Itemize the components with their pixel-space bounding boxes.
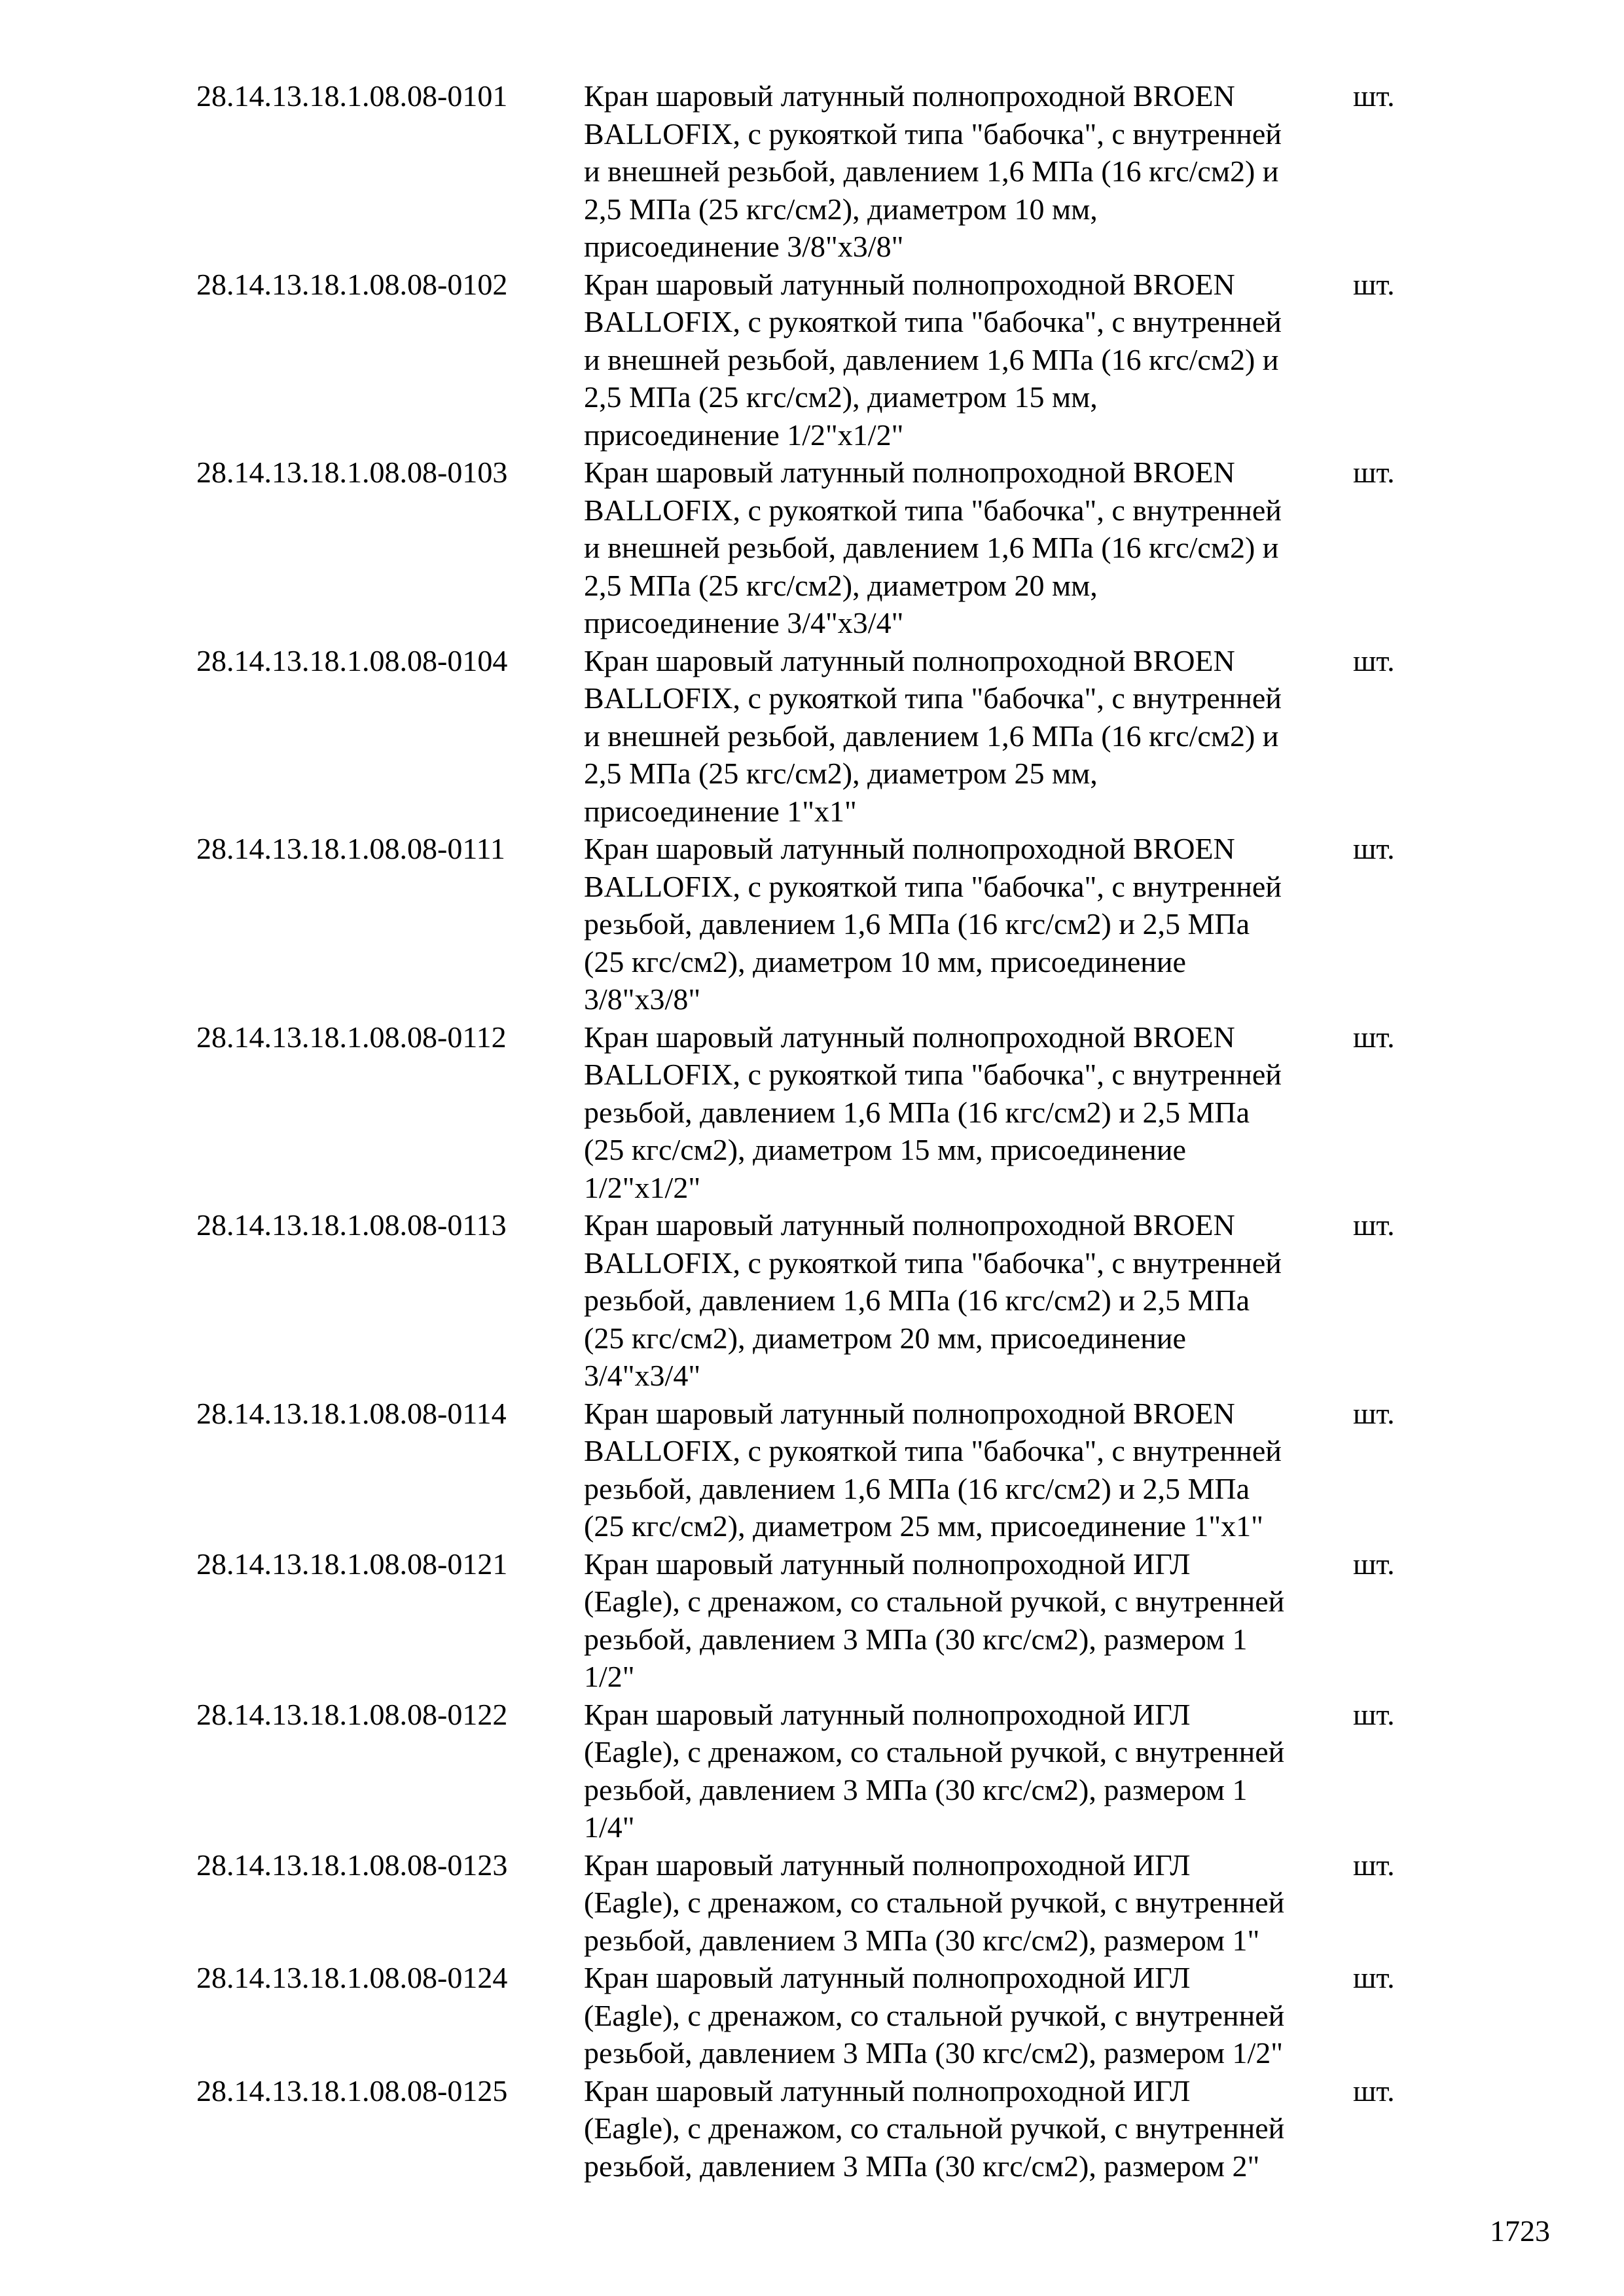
item-description: Кран шаровый латунный полнопроходной BROEN BALLOFIX, с рукояткой типа "бабочка", с внутренней и внешней резьбой, давлением 1,6 МПа (16 кгс/см2) и 2,5 МПа (25 кгс/см2), диаметром 25 мм, присоединение 1"х1"	[584, 643, 1282, 828]
item-unit: шт.	[1353, 2073, 1395, 2108]
item-code: 28.14.13.18.1.08.08-0125	[196, 2073, 508, 2108]
item-code: 28.14.13.18.1.08.08-0104	[196, 643, 508, 677]
item-code: 28.14.13.18.1.08.08-0103	[196, 456, 508, 489]
item-code: 28.14.13.18.1.08.08-0102	[196, 267, 508, 301]
list-item	[196, 1959, 1440, 2072]
item-code: 28.14.13.18.1.08.08-0122	[196, 1697, 508, 1731]
item-description: Кран шаровый латунный полнопроходной BROEN BALLOFIX, с рукояткой типа "бабочка", с внутренней резьбой, давлением 1,6 МПа (16 кгс/см2) и 2,5 МПа (25 кгс/см2), диаметром 25 мм, присоединение 1"х1"	[584, 1396, 1282, 1543]
item-code: 28.14.13.18.1.08.08-0124	[196, 1961, 508, 1994]
item-description: Кран шаровый латунный полнопроходной ИГЛ (Eagle), с дренажом, со стальной ручкой, с внутренней резьбой, давлением 3 МПа (30 кгс/см2), размером 1"	[584, 1848, 1285, 1957]
item-description: Кран шаровый латунный полнопроходной BROEN BALLOFIX, с рукояткой типа "бабочка", с внутренней резьбой, давлением 1,6 МПа (16 кгс/см2) и 2,5 МПа (25 кгс/см2), диаметром 10 мм, присоединение 3/8"х3/8"	[584, 832, 1282, 1016]
item-code: 28.14.13.18.1.08.08-0123	[196, 1848, 508, 1882]
item-description: Кран шаровый латунный полнопроходной ИГЛ (Eagle), с дренажом, со стальной ручкой, с внутренней резьбой, давлением 3 МПа (30 кгс/см2), размером 1/2"	[584, 1961, 1285, 2070]
item-unit: шт.	[1353, 267, 1395, 301]
item-unit: шт.	[1353, 1396, 1395, 1430]
item-description: Кран шаровый латунный полнопроходной BROEN BALLOFIX, с рукояткой типа "бабочка", с внутренней резьбой, давлением 1,6 МПа (16 кгс/см2) и 2,5 МПа (25 кгс/см2), диаметром 20 мм, присоединение 3/4"х3/4"	[584, 1208, 1282, 1392]
item-unit: шт.	[1353, 79, 1395, 113]
list-item	[196, 1545, 1440, 1696]
page-number: 1723	[1490, 2214, 1550, 2248]
item-description: Кран шаровый латунный полнопроходной ИГЛ (Eagle), с дренажом, со стальной ручкой, с внутренней резьбой, давлением 3 МПа (30 кгс/см2), размером 2"	[584, 2073, 1285, 2183]
list-item	[196, 830, 1440, 1018]
item-code: 28.14.13.18.1.08.08-0114	[196, 1396, 507, 1430]
item-description: Кран шаровый латунный полнопроходной ИГЛ (Eagle), с дренажом, со стальной ручкой, с внутренней резьбой, давлением 3 МПа (30 кгс/см2), размером 1 1/2"	[584, 1547, 1285, 1693]
item-description: Кран шаровый латунный полнопроходной BROEN BALLOFIX, с рукояткой типа "бабочка", с внутренней и внешней резьбой, давлением 1,6 МПа (16 кгс/см2) и 2,5 МПа (25 кгс/см2), диаметром 15 мм, присоединение 1/2"х1/2"	[584, 267, 1282, 452]
list-item	[196, 2072, 1440, 2185]
list-item	[196, 1696, 1440, 1846]
item-unit: шт.	[1353, 832, 1395, 865]
item-code: 28.14.13.18.1.08.08-0113	[196, 1208, 507, 1242]
item-code: 28.14.13.18.1.08.08-0112	[196, 1020, 507, 1054]
list-item	[196, 77, 1440, 266]
item-unit: шт.	[1353, 1697, 1395, 1731]
item-unit: шт.	[1353, 643, 1395, 677]
item-description: Кран шаровый латунный полнопроходной BROEN BALLOFIX, с рукояткой типа "бабочка", с внутренней резьбой, давлением 1,6 МПа (16 кгс/см2) и 2,5 МПа (25 кгс/см2), диаметром 15 мм, присоединение 1/2"х1/2"	[584, 1020, 1282, 1204]
item-description: Кран шаровый латунный полнопроходной BROEN BALLOFIX, с рукояткой типа "бабочка", с внутренней и внешней резьбой, давлением 1,6 МПа (16 кгс/см2) и 2,5 МПа (25 кгс/см2), диаметром 20 мм, присоединение 3/4"х3/4"	[584, 456, 1282, 639]
item-code: 28.14.13.18.1.08.08-0111	[196, 832, 505, 865]
list-item	[196, 266, 1440, 454]
list-item	[196, 1395, 1440, 1545]
list-item	[196, 454, 1440, 642]
item-description: Кран шаровый латунный полнопроходной BROEN BALLOFIX, с рукояткой типа "бабочка", с внутренней и внешней резьбой, давлением 1,6 МПа (16 кгс/см2) и 2,5 МПа (25 кгс/см2), диаметром 10 мм, присоединение 3/8"х3/8"	[584, 79, 1282, 263]
entries-list	[196, 77, 1440, 2185]
item-unit: шт.	[1353, 456, 1395, 489]
item-unit: шт.	[1353, 1547, 1395, 1581]
list-item	[196, 1846, 1440, 1960]
item-code: 28.14.13.18.1.08.08-0101	[196, 79, 508, 113]
item-description: Кран шаровый латунный полнопроходной ИГЛ (Eagle), с дренажом, со стальной ручкой, с внутренней резьбой, давлением 3 МПа (30 кгс/см2), размером 1 1/4"	[584, 1697, 1285, 1844]
item-unit: шт.	[1353, 1961, 1395, 1994]
item-unit: шт.	[1353, 1848, 1395, 1882]
item-unit: шт.	[1353, 1020, 1395, 1054]
list-item	[196, 1206, 1440, 1395]
item-unit: шт.	[1353, 1208, 1395, 1242]
list-item	[196, 642, 1440, 831]
item-code: 28.14.13.18.1.08.08-0121	[196, 1547, 508, 1581]
list-item	[196, 1018, 1440, 1207]
